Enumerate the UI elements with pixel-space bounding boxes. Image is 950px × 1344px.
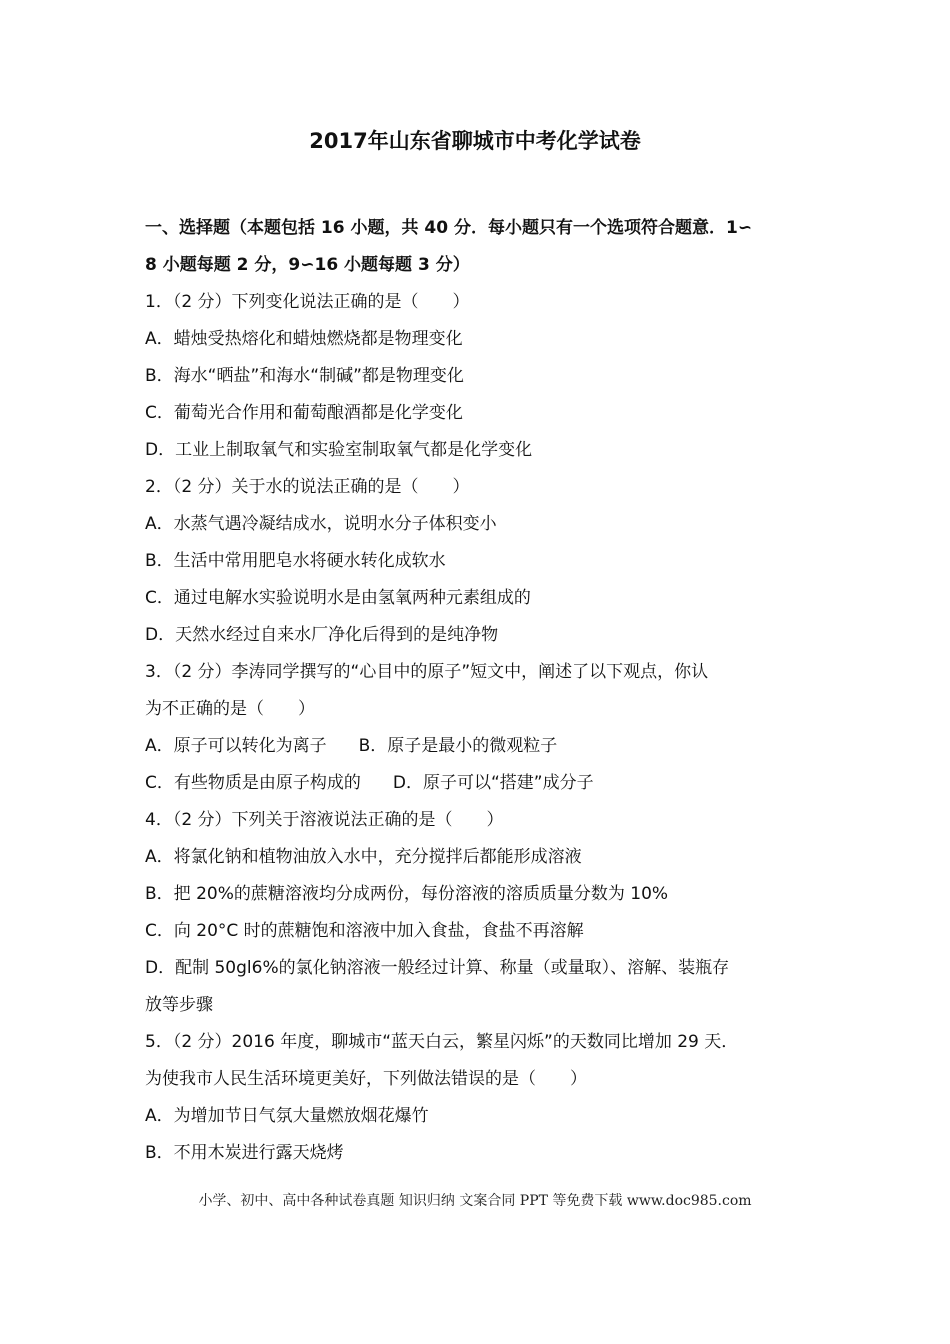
- question-5-option-b: B．不用木炭进行露天烧烤: [145, 1143, 344, 1163]
- question-2-stem: 2．（2 分）关于水的说法正确的是（ ）: [145, 477, 470, 497]
- question-3: [145, 654, 815, 802]
- question-2-option-c: C．通过电解水实验说明水是由氢氧两种元素组成的: [145, 588, 531, 608]
- question-4-option-d-line-2: 放等步骤: [145, 995, 213, 1015]
- question-2-option-a: A．水蒸气遇冷凝结成水，说明水分子体积变小: [145, 514, 497, 534]
- question-3-stem-line-1: 3．（2 分）李涛同学撰写的“心目中的原子”短文中，阐述了以下观点，你认: [145, 662, 709, 682]
- page-footer: 小学、初中、高中各种试卷真题 知识归纳 文案合同 PPT 等免费下载 www.doc985.com: [198, 1193, 752, 1209]
- question-3-option-c: C．有些物质是由原子构成的: [145, 773, 361, 793]
- section-heading-line-2: 8 小题每题 2 分，9∽16 小题每题 3 分）: [145, 255, 470, 275]
- question-5: [145, 1024, 815, 1172]
- question-4-option-d-line-1: D．配制 50gl6%的氯化钠溶液一般经过计算、称量（或量取）、溶解、装瓶存: [145, 958, 730, 978]
- question-3-stem-line-2: 为不正确的是（ ）: [145, 699, 315, 719]
- question-3-options-row-1: [145, 728, 815, 765]
- question-4: [145, 802, 815, 1024]
- question-3-option-d: D．原子可以“搭建”成分子: [392, 773, 594, 793]
- question-5-stem-line-2: 为使我市人民生活环境更美好，下列做法错误的是（ ）: [145, 1069, 587, 1089]
- page-title: 2017年山东省聊城市中考化学试卷: [309, 129, 641, 153]
- question-2-option-b: B．生活中常用肥皂水将硬水转化成软水: [145, 551, 446, 571]
- question-4-option-c: C．向 20°C 时的蔗糖饱和溶液中加入食盐，食盐不再溶解: [145, 921, 584, 941]
- question-1: [145, 284, 815, 469]
- question-3-option-b: B．原子是最小的微观粒子: [358, 736, 558, 756]
- question-4-option-b: B．把 20%的蔗糖溶液均分成两份，每份溶液的溶质质量分数为 10%: [145, 884, 669, 904]
- question-1-stem: 1．（2 分）下列变化说法正确的是（ ）: [145, 292, 470, 312]
- question-list: [145, 284, 815, 1172]
- question-1-option-a: A．蜡烛受热熔化和蜡烛燃烧都是物理变化: [145, 329, 463, 349]
- question-3-option-a: A．原子可以转化为离子: [145, 736, 327, 756]
- question-2-option-d: D．天然水经过自来水厂净化后得到的是纯净物: [145, 625, 499, 645]
- question-1-option-d: D．工业上制取氧气和实验室制取氧气都是化学变化: [145, 440, 533, 460]
- section-heading-line-1: 一、选择题（本题包括 16 小题，共 40 分．每小题只有一个选项符合题意．1∽: [145, 218, 753, 238]
- question-1-option-b: B．海水“晒盐”和海水“制碱”都是物理变化: [145, 366, 464, 386]
- question-2: [145, 469, 815, 654]
- question-1-option-c: C．葡萄光合作用和葡萄酿酒都是化学变化: [145, 403, 463, 423]
- question-5-stem-line-1: 5．（2 分）2016 年度，聊城市“蓝天白云，繁星闪烁”的天数同比增加 29 天．: [145, 1032, 739, 1052]
- question-3-options-row-2: [145, 765, 815, 802]
- question-5-option-a: A．为增加节日气氛大量燃放烟花爆竹: [145, 1106, 429, 1126]
- question-4-stem: 4．（2 分）下列关于溶液说法正确的是（ ）: [145, 810, 504, 830]
- question-4-option-a: A．将氯化钠和植物油放入水中，充分搅拌后都能形成溶液: [145, 847, 582, 867]
